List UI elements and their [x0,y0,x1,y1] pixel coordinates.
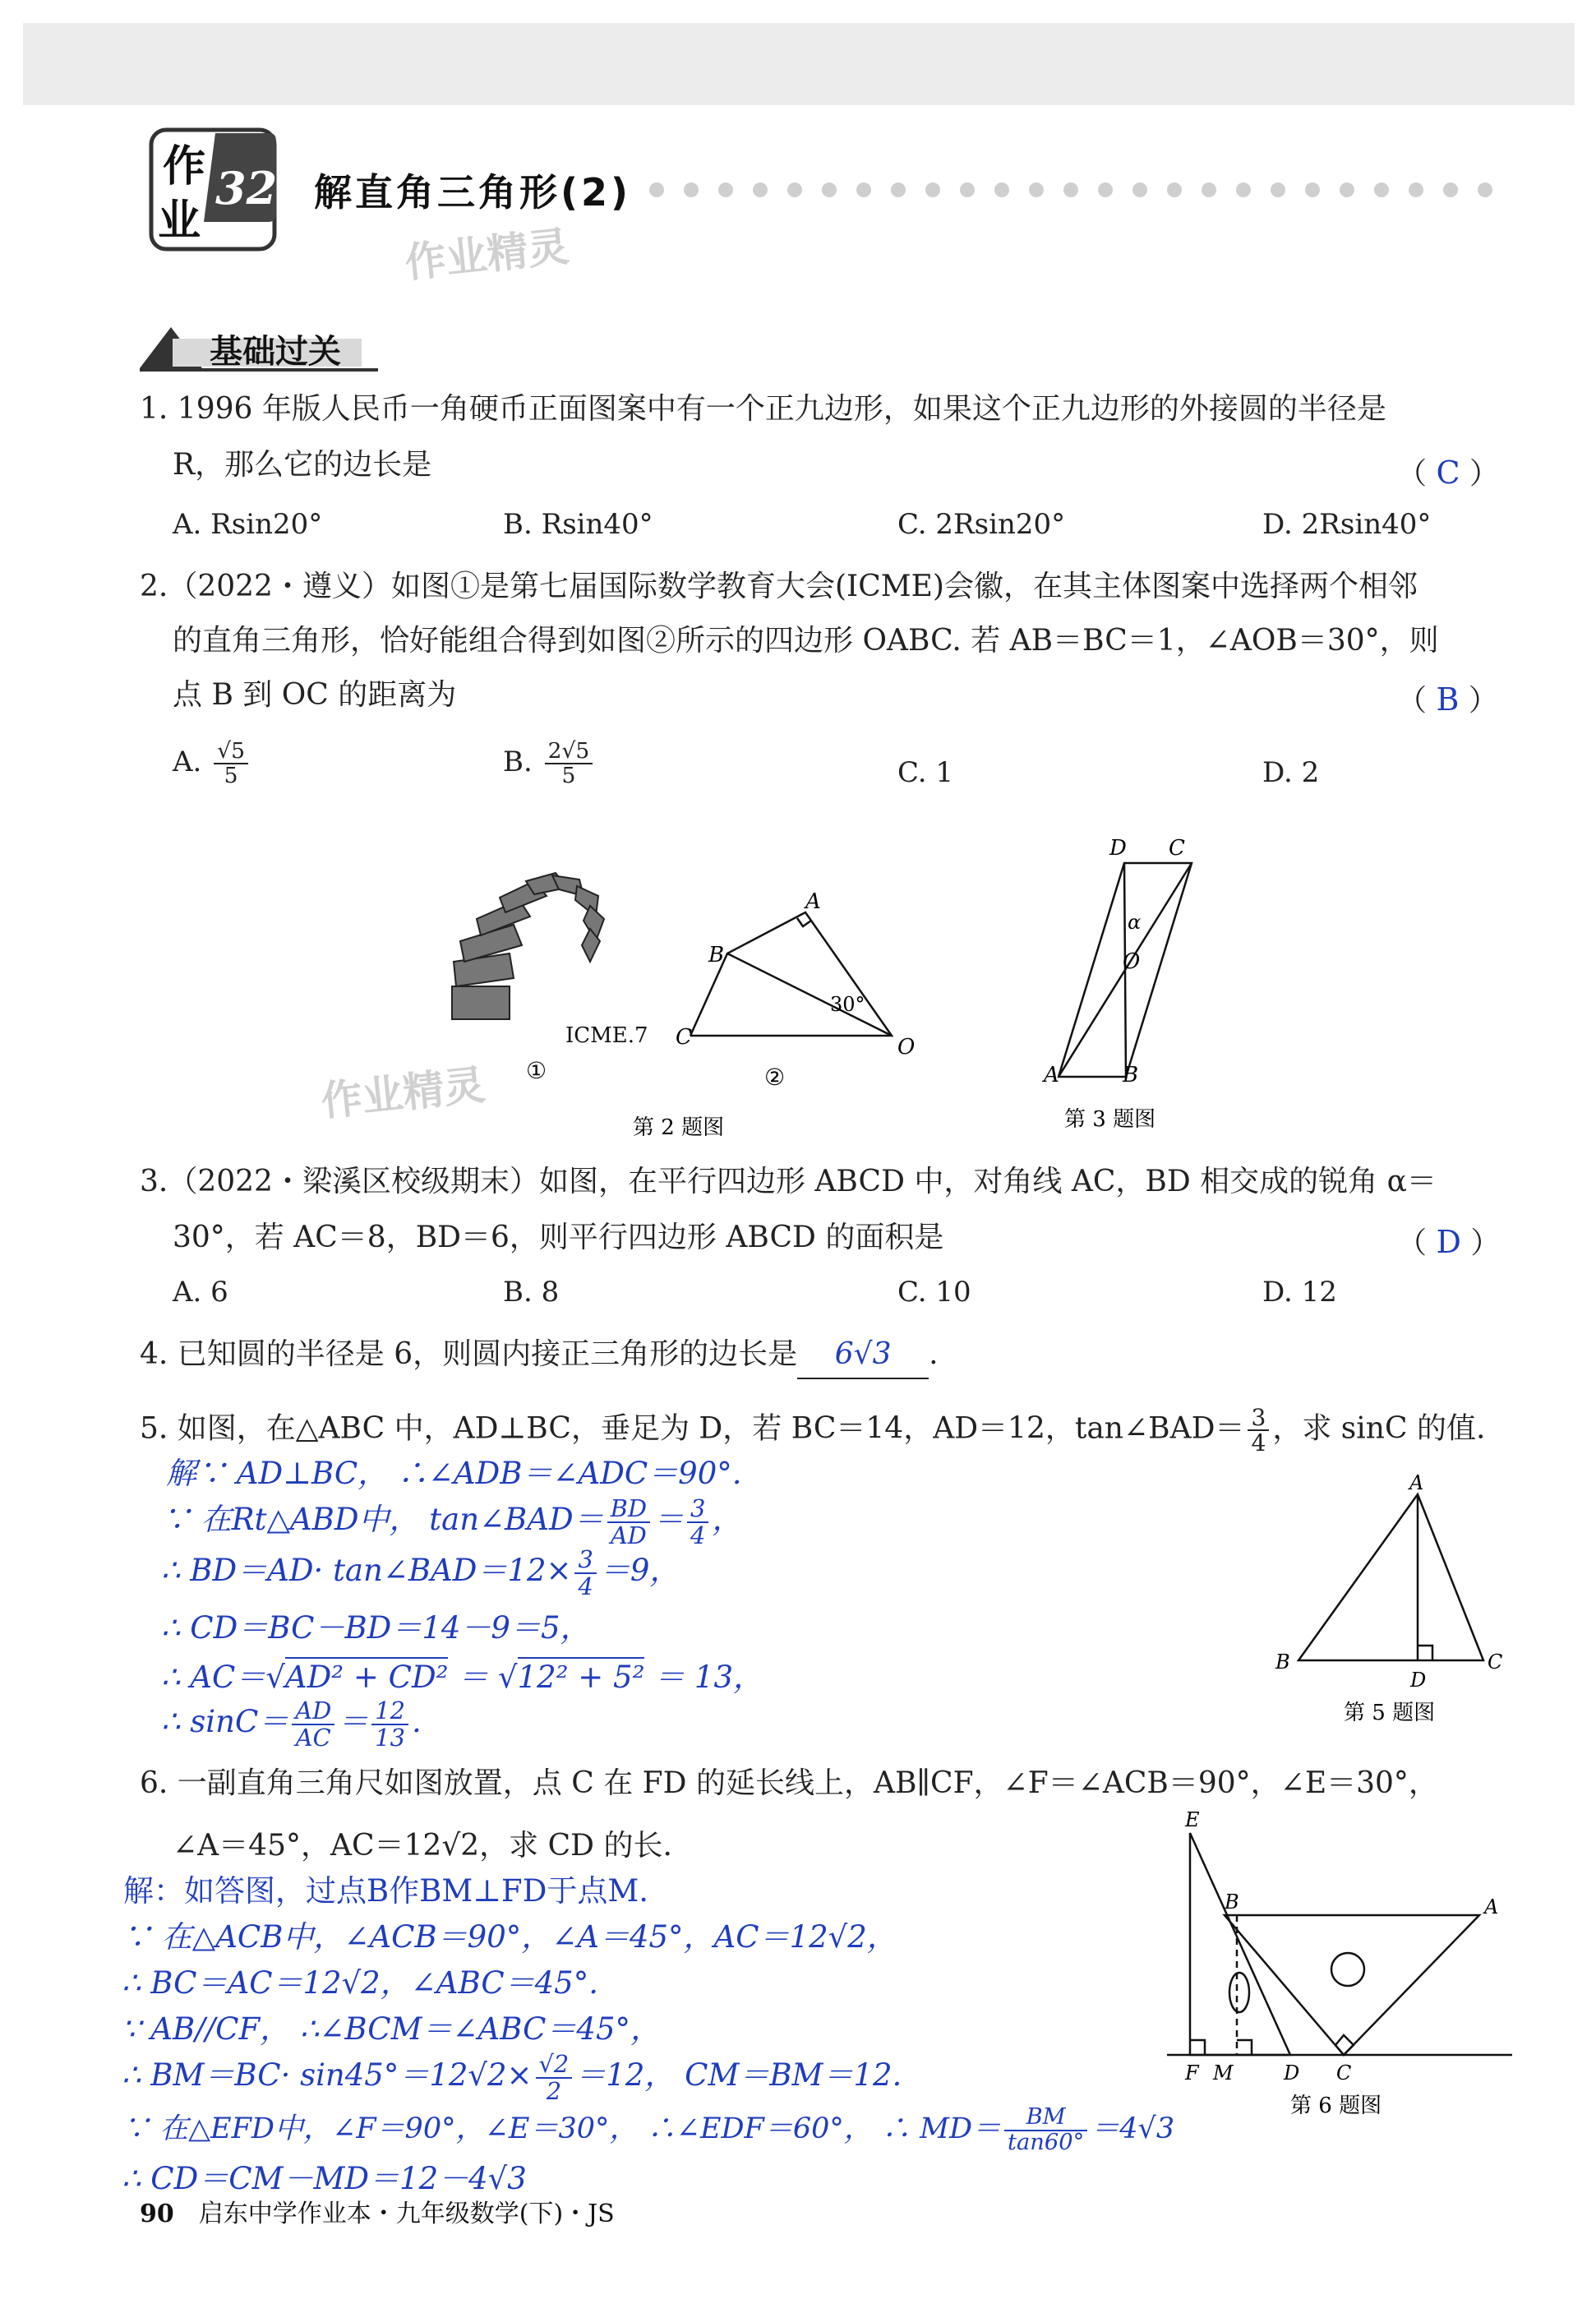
q2-option-b-label: B. [503,745,533,778]
q3-line1: 3.（2022・梁溪区校级期末）如图，在平行四边形 ABCD 中，对角线 AC，BD 相交成的锐角 α＝ [140,1165,1437,1198]
fig6-label-f: F [1185,2061,1199,2084]
fig3-label-a: A [1044,1063,1059,1087]
fig6-label-b: B [1225,1891,1239,1914]
q2-line2: 的直角三角形，恰好能组合得到如图②所示的四边形 OABC. 若 AB＝BC＝1，∠AOB＝30°，则 [173,624,1439,658]
figure-6 [1167,1808,1520,2129]
q2-option-a [173,740,251,787]
book-title: 启东中学作业本・九年级数学(下)・JS [198,2200,615,2228]
q6-sol-line2: ∵ 在△ACB中，∠ACB＝90°，∠A＝45°，AC＝12√2， [122,1919,897,1955]
badge-bottom-text: 业 [158,196,201,246]
set-squares [1167,1833,1512,2055]
q5-sol-frac-ad2: AD [292,1698,334,1724]
q6-sol-frac-tan: tan60° [1008,2129,1085,2155]
q5-sol-root-end: ＝ 13， [644,1660,764,1695]
q6-sol-frac-2: 2 [546,2076,562,2105]
q6-sol-line7: ∴ CD＝CM－MD＝12－4√3 [122,2161,527,2196]
q1-answer: C [1436,455,1460,491]
q5-sol-comma: ， [712,1502,743,1537]
q5-sol-frac-12: 12 [371,1698,408,1724]
fig3-label-c: C [1169,836,1185,861]
page-number: 90 [140,2200,174,2228]
q5-question-end: ，求 sinC 的值. [1272,1411,1486,1446]
fig6-label-c: C [1336,2061,1352,2084]
q6-sol-line6 [122,2106,1174,2154]
q2-option-b [503,740,596,787]
figure-3 [1036,830,1249,1151]
q5-sol-frac-4: 4 [690,1521,706,1549]
fig3-alpha: α [1128,911,1142,934]
fig3-label-o: O [1123,949,1141,974]
figure-5-caption: 第 5 题图 [1344,1701,1436,1725]
q4-text [140,1332,939,1379]
q6-sol-line3: ∴ BC＝AC＝12√2，∠ABC＝45°. [122,1965,598,2001]
q2-line3: 点 B 到 OC 的距离为 [173,678,457,712]
figure-2-caption: 第 2 题图 [633,1115,725,1140]
badge-number: 32 [215,162,278,215]
q5-frac-num: 3 [1248,1406,1269,1431]
q5-sol-eq1: ＝ [653,1502,684,1537]
q2-option-a-den: 5 [224,762,238,788]
fig6-label-e: E [1185,1808,1200,1831]
badge-top-text: 作 [163,141,206,192]
q6-sol-line6-text: ∵ 在△EFD中，∠F＝90°，∠E＝30°， ∴∠EDF＝60°， ∴ MD＝ [122,2112,1002,2146]
watermark-middle: 作业精灵 [318,1060,487,1126]
q2-option-b-num: 2√5 [545,740,593,764]
q5-sol-frac-ac: AC [295,1723,331,1752]
figure-6-caption: 第 6 题图 [1290,2094,1382,2118]
q2-option-d: D. 2 [1262,756,1320,789]
q1-line1: 1. 1996 年版人民币一角硬币正面图案中有一个正九边形，如果这个正九边形的外接圆的半径是 [140,392,1386,426]
q6-sol-line5-end: ＝12， CM＝BM＝12. [575,2057,902,2093]
q5-sol-line6 [161,1697,422,1750]
fig6-label-d: D [1284,2061,1300,2084]
q5-sol-root2: 12² + 5² [518,1657,645,1695]
page-footer [140,2193,615,2229]
q3-option-a: A. 6 [173,1276,228,1309]
q5-sol-period: . [411,1704,422,1739]
q6-sol-line5-text: ∴ BM＝BC· sin45°＝12√2× [122,2057,533,2093]
triangle-abc [1298,1494,1483,1660]
fig2-label-a: A [805,889,821,914]
q1-answer-box: （ C ） [1397,455,1499,491]
figure-3-caption: 第 3 题图 [1064,1107,1156,1132]
q5-sol-frac-4b: 4 [578,1572,593,1600]
fig2-angle-label: 30° [830,993,865,1016]
q5-question: 5. 如图，在△ABC 中，AD⊥BC，垂足为 D，若 BC＝14，AD＝12，tan∠BAD＝ [140,1411,1245,1446]
q4-end: . [929,1337,939,1371]
q2-answer: B [1436,681,1460,718]
q6-line2: ∠A＝45°，AC＝12√2，求 CD 的长. [173,1829,672,1863]
q3-option-d: D. 12 [1262,1276,1337,1309]
q6-sol-line1: 解：如答图，过点B作BM⊥FD于点M. [123,1873,649,1909]
fig2-label-o: O [897,1035,916,1060]
q5-sol-line2-text: ∵ 在Rt△ABD中， tan∠BAD＝ [161,1502,604,1537]
q3-line2: 30°，若 AC＝8，BD＝6，则平行四边形 ABCD 的面积是 [173,1221,944,1254]
q5-sol-root1: AD² + CD² [285,1657,449,1695]
q5-sol-eq2: ＝ [338,1704,369,1739]
q5-sol-line1: 解∵ AD⊥BC， ∴∠ADB＝∠ADC＝90°. [166,1456,742,1491]
icme-caption: ICME.7 [565,1023,648,1048]
figure-2 [444,838,937,1151]
figure-1-label: ① [526,1057,547,1084]
q5-sol-line5-text: ∴ AC＝ [161,1660,266,1695]
q5-sol-frac-bd: BD [607,1496,650,1522]
homework-badge [146,125,286,256]
fig5-label-d: D [1410,1669,1427,1692]
q5-sol-frac-ad: AD [610,1521,647,1549]
fig6-label-a: A [1484,1895,1499,1918]
q4-answer: 6√3 [834,1337,892,1371]
fig5-label-a: A [1409,1471,1424,1494]
fig5-label-c: C [1488,1650,1503,1674]
q3-answer: D [1436,1224,1461,1260]
q3-answer-box: （ D ） [1397,1224,1501,1260]
q1-option-d: D. 2Rsin40° [1262,508,1432,541]
q6-sol-frac-bm: BM [1004,2106,1087,2131]
fig6-label-m: M [1213,2061,1234,2084]
q5-sol-line4: ∴ CD＝BC－BD＝14－9＝5， [161,1610,591,1646]
q5-sol-frac-13: 13 [375,1723,405,1752]
q1-option-c: C. 2Rsin20° [897,508,1066,541]
q2-option-c: C. 1 [897,756,954,789]
page-title: 解直角三角形(2) [314,170,632,215]
q2-line1: 2.（2022・遵义）如图①是第七届国际数学教育大会(ICME)会徽，在其主体图案中选择两个相邻 [140,570,1418,603]
section-title: 基础过关 [210,333,341,371]
fig2-label-b: B [708,943,725,967]
badge-graphic [146,125,286,256]
q5-sol-frac-3: 3 [687,1496,708,1522]
q6-line1: 6. 一副直角三角尺如图放置，点 C 在 FD 的延长线上，AB∥CF，∠F＝∠ACB＝90°，∠E＝30°， [140,1766,1438,1800]
figure-5 [1257,1471,1520,1743]
figure-2-label: ② [764,1064,786,1091]
q1-line2: R，那么它的边长是 [173,448,432,482]
q2-answer-box: （ B ） [1397,681,1498,718]
fig5-label-b: B [1275,1650,1290,1674]
fig3-label-d: D [1109,836,1127,861]
q3-option-c: C. 10 [897,1276,971,1309]
watermark-top: 作业精灵 [402,222,571,288]
fig3-label-b: B [1123,1063,1139,1087]
q3-option-b: B. 8 [503,1276,560,1309]
q2-option-a-label: A. [173,745,202,778]
q1-option-a: A. Rsin20° [173,508,323,541]
q6-sol-line5 [122,2050,902,2103]
q5-sol-line5: ∴ AC＝√AD² + CD² ＝ √12² + 5² ＝ 13， [161,1652,763,1697]
q5-sol-root-mid: ＝ [448,1660,499,1695]
q2-option-a-num: √5 [214,740,248,764]
q2-option-b-den: 5 [561,762,576,788]
q6-sol-frac-sqrt2: √2 [536,2052,573,2078]
q5-sol-frac-3b: 3 [574,1547,596,1573]
top-band [23,23,1575,105]
q5-frac-den: 4 [1251,1429,1266,1457]
q4-question: 4. 已知圆的半径是 6，则圆内接正三角形的边长是 [140,1337,798,1371]
q5-sol-line2 [161,1494,742,1548]
q5-sol-line6-text: ∴ sinC＝ [161,1704,289,1739]
title-dots [649,182,1512,201]
q6-sol-line4: ∵ AB//CF， ∴∠BCM＝∠ABC＝45°， [122,2011,661,2047]
q1-option-b: B. Rsin40° [503,508,653,541]
q6-sol-line6-end: ＝4√3 [1091,2112,1175,2146]
q5-sol-line3-text: ∴ BD＝AD· tan∠BAD＝12× [161,1553,572,1588]
q5-sol-line3 [161,1545,680,1599]
quadrilateral-oabc [690,912,892,1036]
icme-logo [452,873,604,1019]
fig2-label-c: C [676,1025,692,1050]
q5-sol-result9: ＝9， [599,1553,680,1588]
